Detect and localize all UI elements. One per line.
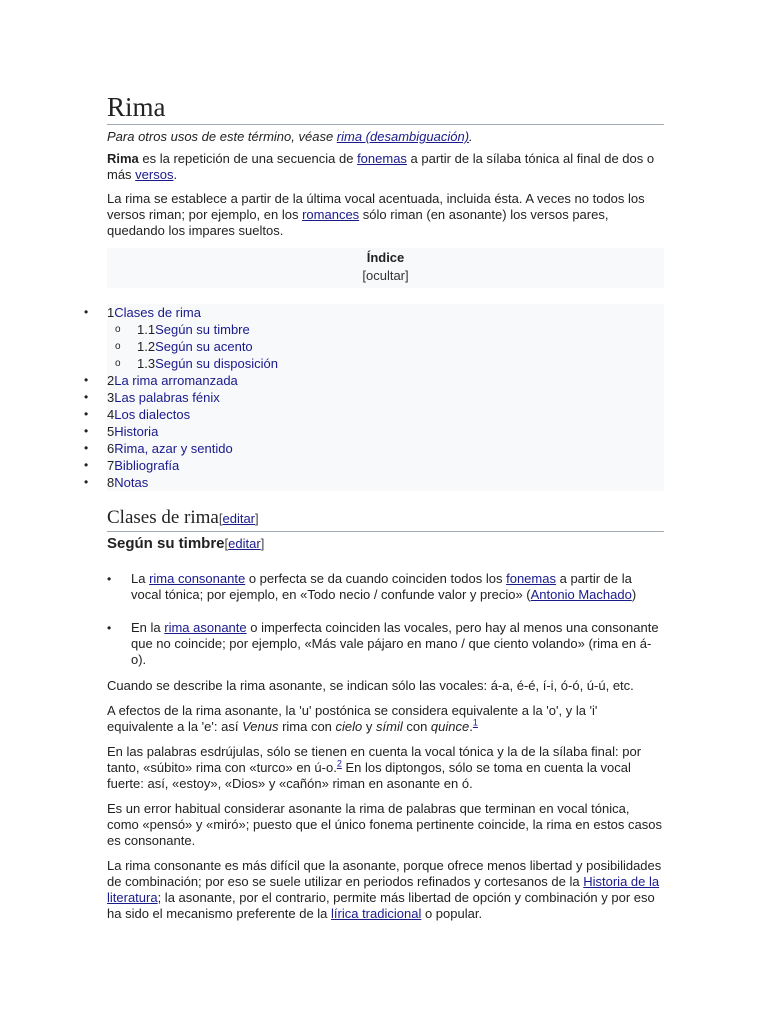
edit-link[interactable]: editar [228, 536, 261, 551]
edit-link[interactable]: editar [222, 511, 256, 526]
bullet-icon: • [107, 572, 112, 586]
list-text: o imperfecta coinciden las vocales, pero hay al menos una consonante que no coincide; por ejemplo, «Más vale pájaro en mano / que ciento volando» (rima en á-o). [131, 620, 659, 667]
bullet-icon: • [107, 621, 112, 635]
edit-section-link [219, 511, 259, 526]
toc-item[interactable] [107, 321, 664, 338]
link-rima-consonante[interactable]: rima consonante [149, 571, 246, 586]
para-text: La rima consonante es más difícil que la asonante, porque ofrece menos libertad y posibilidades de combinación; por eso se suele utilizar en periodos refinados y cortesanos de la [107, 858, 662, 889]
intro-paragraph-2 [107, 191, 664, 239]
para-text: con [402, 719, 431, 734]
para-text: rima con [278, 719, 336, 734]
paragraph-consonante-dificil [107, 858, 664, 922]
toc-item[interactable] [84, 474, 664, 491]
bullet-icon: • [84, 390, 89, 404]
edit-bracket: ] [255, 511, 259, 526]
subsection-heading-segun-su-timbre [107, 534, 264, 554]
toc-number: 8 [107, 475, 115, 490]
toc-link[interactable]: Historia [114, 424, 159, 439]
section-heading-clases-de-rima [107, 506, 664, 532]
rhyme-types-list [107, 571, 664, 668]
intro-text: La rima se establece a partir de la última vocal acentuada, incluida ésta. A veces no todos los versos riman; por ejemplo, en los [107, 191, 645, 222]
section-body [107, 571, 664, 922]
sub-bullet-icon: o [115, 358, 121, 369]
toc-number: 1.2 [137, 339, 156, 354]
para-text: En los diptongos, sólo se toma en cuenta la vocal fuerte: así, «estoy», «Dios» y «cañón» riman en asonante en ó. [107, 760, 631, 791]
toc-link[interactable]: Según su disposición [155, 356, 278, 371]
hatnote [107, 128, 664, 146]
toc-item[interactable] [84, 440, 664, 457]
link-historia-literatura[interactable]: Historia de la literatura [107, 874, 660, 905]
toc-item[interactable] [84, 304, 664, 321]
link-fonemas[interactable]: fonemas [357, 151, 407, 166]
sub-bullet-icon: o [115, 324, 121, 335]
para-text: . [469, 719, 473, 734]
hatnote-text: Para otros usos de este término, véase [107, 129, 337, 144]
footnote-link[interactable]: 2 [336, 758, 342, 769]
intro-text: . [173, 167, 178, 182]
bullet-icon: • [84, 305, 89, 319]
edit-bracket: [ [218, 511, 223, 526]
toc-link[interactable]: Según su acento [155, 339, 253, 354]
sub-bullet-icon: o [115, 341, 121, 352]
bullet-icon: • [84, 441, 89, 455]
toc-number: 1 [107, 305, 115, 320]
toc-header [107, 248, 664, 288]
section-heading-text: Clases de rima [107, 507, 219, 528]
list-text: La [131, 571, 150, 586]
toc-item[interactable] [107, 355, 664, 372]
para-text: o popular. [421, 906, 483, 921]
toc-link[interactable]: Según su timbre [155, 322, 250, 337]
list-item [107, 571, 664, 603]
link-romances[interactable]: romances [302, 207, 360, 222]
list-text: o perfecta se da cuando coinciden todos los [245, 571, 507, 586]
toc-number: 1.3 [137, 356, 156, 371]
edit-bracket: [ [224, 536, 229, 551]
toc-link[interactable]: Las palabras fénix [114, 390, 220, 405]
toc-item[interactable] [84, 389, 664, 406]
para-text: En las palabras esdrújulas, sólo se tienen en cuenta la vocal tónica y la de la sílaba final: por tanto, «súbito» rima con «turco» en ú-o. [107, 744, 642, 775]
paragraph-esdrujulas [107, 744, 664, 792]
footnote-link[interactable]: 1 [472, 717, 478, 728]
list-text: ) [631, 587, 637, 602]
toc-number: 7 [107, 458, 115, 473]
toc-link[interactable]: Clases de rima [114, 305, 201, 320]
intro-text: a partir de la sílaba tónica al final de dos o más [107, 151, 655, 182]
toc-link[interactable]: Bibliografía [114, 458, 180, 473]
toc-item[interactable] [84, 406, 664, 423]
toc-number: 6 [107, 441, 115, 456]
bullet-icon: • [84, 373, 89, 387]
edit-subsection-link [225, 536, 265, 551]
page-title: Rima [107, 90, 664, 125]
link-fonemas-2[interactable]: fonemas [506, 571, 556, 586]
toc-number: 1.1 [137, 322, 156, 337]
bullet-icon: • [84, 458, 89, 472]
toc-number: 5 [107, 424, 115, 439]
bullet-icon: • [84, 424, 89, 438]
toc-number: 2 [107, 373, 115, 388]
toc-toggle-button[interactable]: [ocultar] [362, 268, 409, 283]
toc-item[interactable] [84, 372, 664, 389]
paragraph-vocales: Cuando se describe la rima asonante, se indican sólo las vocales: á-a, é-é, í-i, ó-ó, ú-ú, etc. [107, 678, 634, 693]
toc-item[interactable] [107, 338, 664, 355]
italic-word: cielo [335, 719, 363, 734]
link-lirica-tradicional[interactable]: lírica tradicional [331, 906, 422, 921]
link-rima-asonante[interactable]: rima asonante [164, 620, 247, 635]
toc-link[interactable]: Rima, azar y sentido [114, 441, 233, 456]
article-header [107, 90, 664, 288]
list-item [107, 620, 664, 668]
disambiguation-link[interactable]: rima (desambiguación) [336, 129, 470, 144]
italic-word: símil [376, 719, 403, 734]
para-text: ; la asonante, por el contrario, permite más libertad de opción y combinación y por eso ha sido el mecanismo preferente de la [107, 890, 655, 921]
toc-number: 4 [107, 407, 115, 422]
list-text: En la [131, 620, 165, 635]
toc-link[interactable]: Los dialectos [114, 407, 191, 422]
toc-item[interactable] [84, 457, 664, 474]
link-antonio-machado[interactable]: Antonio Machado [530, 587, 632, 602]
bullet-icon: • [84, 407, 89, 421]
toc-number: 3 [107, 390, 115, 405]
paragraph-equivalencias [107, 703, 664, 735]
toc-title: Índice [366, 250, 405, 265]
term-bold: Rima [107, 151, 139, 166]
bullet-icon: • [84, 475, 89, 489]
intro-paragraph-1 [107, 151, 664, 183]
toc-link[interactable]: Notas [114, 475, 149, 490]
toc-link[interactable]: La rima arromanzada [114, 373, 238, 388]
intro-text: sólo riman (en asonante) los versos pares, quedando los impares sueltos. [107, 207, 609, 238]
subsection-heading-text: Según su timbre [107, 535, 225, 552]
italic-word: quince [430, 719, 470, 734]
list-text: a partir de la vocal tónica; por ejemplo, en «Todo necio / confunde valor y precio» ( [131, 571, 632, 602]
intro-text: es la repetición de una secuencia de [138, 151, 358, 166]
hatnote-suffix: . [469, 129, 473, 144]
edit-bracket: ] [260, 536, 265, 551]
paragraph-error-habitual: Es un error habitual considerar asonante la rima de palabras que terminan en vocal tónica, como «pensó» y «miró»; puesto que el único fonema pertinente coincide, la rima en estos casos es consonante. [107, 801, 662, 848]
italic-word: Venus [242, 719, 279, 734]
para-text: y [362, 719, 377, 734]
link-versos[interactable]: versos [135, 167, 174, 182]
para-text: A efectos de la rima asonante, la 'u' postónica se considera equivalente a la 'o', y la 'i' equivalente a la 'e': así [107, 703, 598, 734]
toc-item[interactable] [84, 423, 664, 440]
toc-list [84, 304, 664, 491]
